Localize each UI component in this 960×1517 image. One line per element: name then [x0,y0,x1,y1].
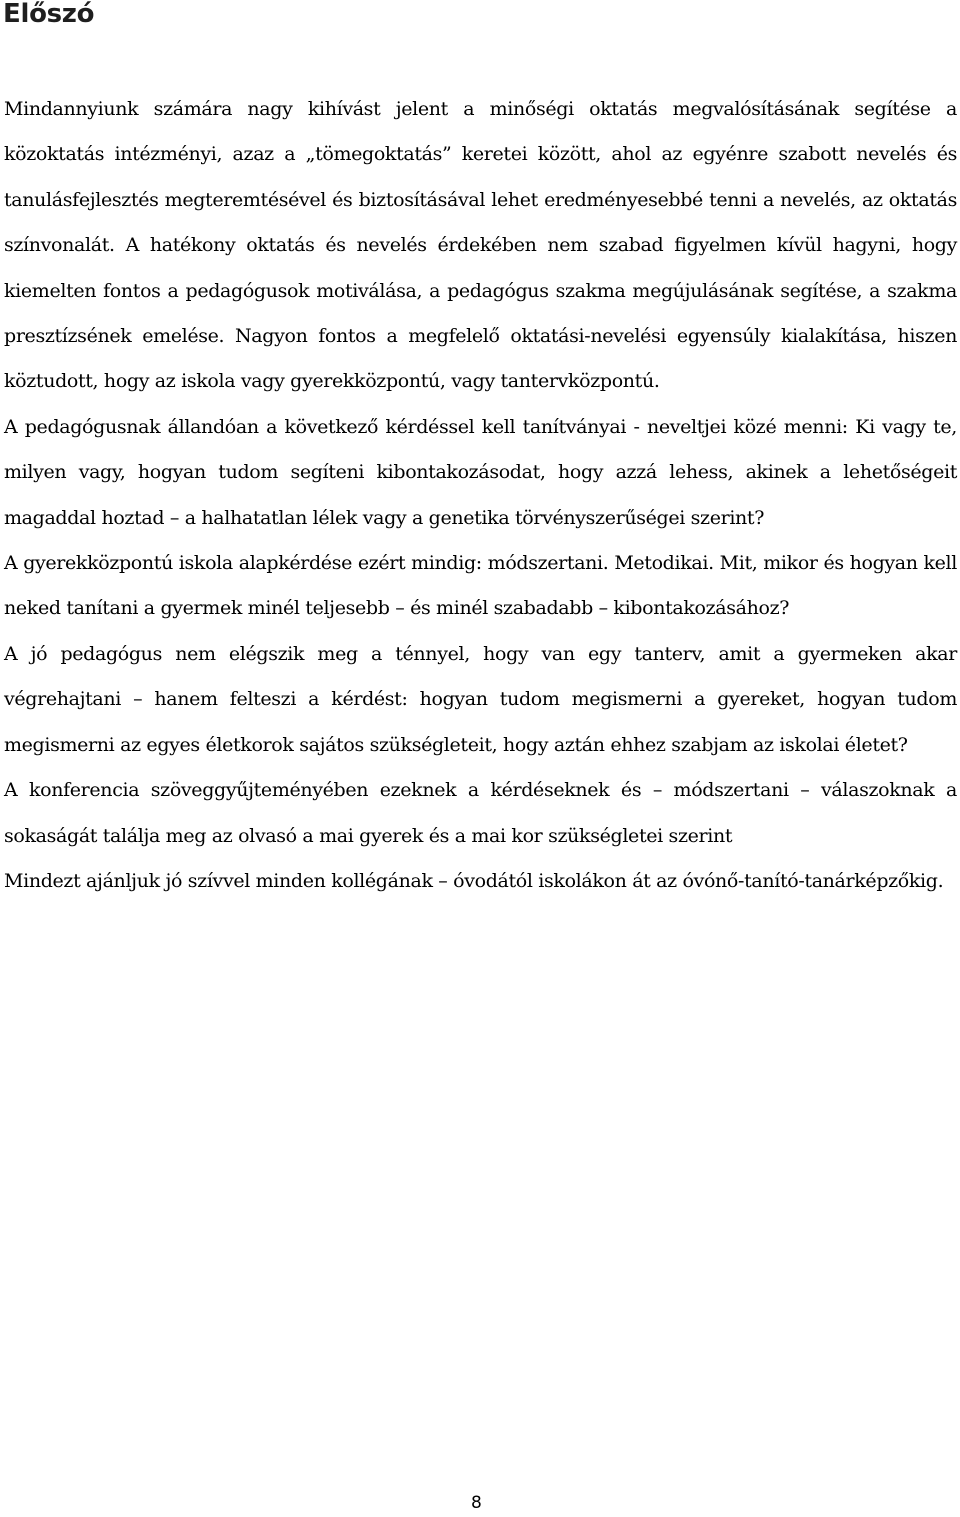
paragraph-conference: A konferencia szöveggyűjteményében ezeknek a kérdéseknek és – módszertani – válaszoknak a sokaságát találja meg az olvasó a mai gyerek és a mai kor szükségletei szerint [4,779,957,847]
page-number: 8 [471,1493,482,1513]
paragraph-methodology: A gyerekközpontú iskola alapkérdése ezért mindig: módszertani. Metodikai. Mit, mikor és hogyan kell neked tanítani a gyermek minél teljesebb – és minél szabadabb – kibontakozásához? [4,552,957,620]
paragraph-question: A pedagógusnak állandóan a következő kérdéssel kell tanítványai - neveltjei közé menni: Ki vagy te, milyen vagy, hogyan tudom segíteni kibontakozásodat, hogy azzá lehess, akinek a lehetőségeit magaddal hoztad – a halhatatlan lélek vagy a genetika törvényszerűségei szerint? [4,415,957,529]
paragraph-good-teacher: A jó pedagógus nem elégszik meg a ténnyel, hogy van egy tanterv, amit a gyermeken akar végrehajtani – hanem felteszi a kérdést: hogyan tudom megismerni a gyereket, hogyan tudom megismerni az egyes életkorok sajátos szükségleteit, hogy aztán ehhez szabjam az iskolai életet? [4,642,957,756]
paragraph-intro: Mindannyiunk számára nagy kihívást jelent a minőségi oktatás megvalósításának segítése a közoktatás intézményi, azaz a „tömegoktatás” keretei között, ahol az egyénre szabott nevelés és tanulásfejlesztés megteremtésével és biztosításával lehet eredményesebbé tenni a nevelés, az oktatás színvonalát. A hatékony oktatás és nevelés érdekében nem szabad figyelmen kívül hagyni, hogy kiemelten fontos a pedagógusok motiválása, a pedagógus szakma megújulásának segítése, a szakma presztízsének emelése. Nagyon fontos a megfelelő oktatási-nevelési egyensúly kialakítása, hiszen köztudott, hogy az iskola vagy gyerekközpontú, vagy tantervközpontú. [4,98,957,393]
document-body [4,87,957,904]
page-title: Előszó [3,0,95,29]
paragraph-dedication: Mindezt ajánljuk jó szívvel minden kollégának – óvodától iskolákon át az óvónő-tanító-tanárképzőkig. [4,869,944,892]
